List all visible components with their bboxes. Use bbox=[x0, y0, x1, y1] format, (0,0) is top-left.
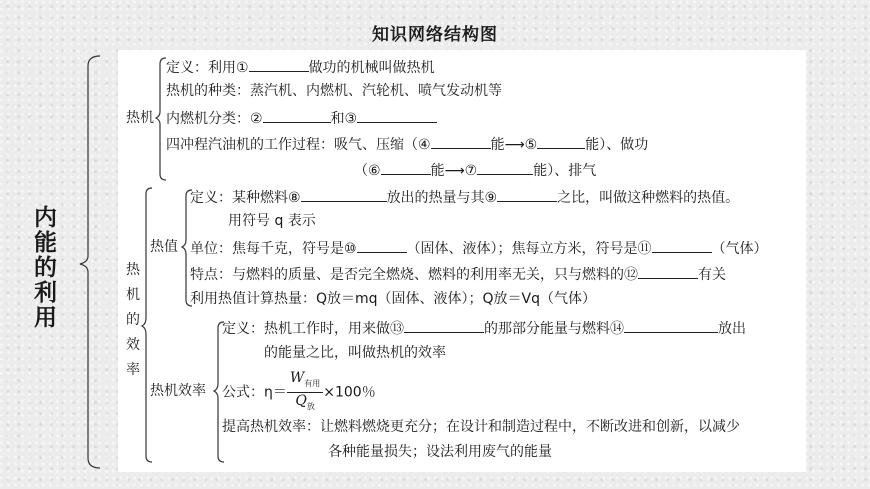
calorific-unit bbox=[190, 238, 768, 258]
text-segment: 能 bbox=[490, 137, 505, 153]
fill-blank-7[interactable] bbox=[477, 160, 533, 175]
improve-efficiency-cont: 各种能量损失；设法利用废气的能量 bbox=[328, 444, 552, 460]
engine-efficiency-label: 热机效率 bbox=[150, 383, 206, 399]
branch-char: 率 bbox=[126, 362, 140, 378]
branch-char: 热 bbox=[126, 262, 140, 278]
efficiency-formula bbox=[222, 370, 376, 415]
fill-blank-9[interactable] bbox=[497, 187, 557, 202]
text-segment: 单位：焦每千克，符号是⑩ bbox=[190, 241, 357, 257]
heat-engine-label: 热机 bbox=[126, 110, 154, 126]
fraction bbox=[287, 370, 323, 415]
fill-blank-5[interactable] bbox=[537, 134, 585, 149]
branch-char: 机 bbox=[126, 287, 140, 303]
text-segment: 定义：某种燃料⑧ bbox=[190, 190, 301, 206]
fill-blank-4[interactable] bbox=[431, 134, 491, 149]
engine-efficiency-definition bbox=[222, 318, 746, 338]
text-segment: 能）、排气 bbox=[533, 163, 597, 179]
arrow-icon: ⟶ bbox=[504, 137, 525, 153]
text-segment: 特点：与燃料的质量、是否完全燃烧、燃料的利用率无关，只与燃料的⑫ bbox=[190, 267, 638, 283]
calorific-value-label: 热值 bbox=[150, 239, 178, 255]
branch-char: 的 bbox=[126, 312, 140, 328]
branch-char: 效 bbox=[126, 337, 140, 353]
calorific-definition bbox=[190, 187, 739, 207]
fill-blank-13[interactable] bbox=[404, 318, 484, 333]
improve-efficiency: 提高热机效率：让燃料燃烧更充分；在设计和制造过程中，不断改进和创新，以减少 bbox=[222, 419, 740, 435]
fill-blank-11[interactable] bbox=[652, 238, 712, 253]
main-topic-char: 利 bbox=[34, 280, 57, 306]
text-segment: ⑦ bbox=[464, 163, 478, 179]
text-segment: （气体） bbox=[711, 241, 768, 257]
fill-blank-14[interactable] bbox=[624, 318, 718, 333]
arrow-icon: ⟶ bbox=[444, 163, 465, 179]
fill-blank-8[interactable] bbox=[301, 187, 387, 202]
main-topic-char: 用 bbox=[34, 305, 57, 331]
fill-blank-3[interactable] bbox=[357, 108, 437, 123]
heat-engine-types: 热机的种类：蒸汽机、内燃机、汽轮机、喷气发动机等 bbox=[166, 83, 502, 99]
main-topic-char: 内 bbox=[34, 205, 57, 231]
numerator-subscript: 有用 bbox=[304, 378, 321, 388]
text-segment: 能 bbox=[430, 163, 445, 179]
fill-blank-1[interactable] bbox=[249, 57, 309, 72]
calorific-calculation: 利用热值计算热量：Q放＝mq（固体、液体）；Q放＝Vq（气体） bbox=[190, 291, 597, 307]
text-segment: 放出 bbox=[718, 321, 746, 337]
four-stroke-process bbox=[166, 134, 648, 154]
text-segment: 做功的机械叫做热机 bbox=[308, 60, 435, 76]
denominator: Q bbox=[295, 392, 307, 409]
page-title: 知识网络结构图 bbox=[372, 25, 498, 45]
numerator: W bbox=[289, 370, 305, 386]
main-topic-label bbox=[34, 206, 57, 331]
text-segment: 的那部分能量与燃料⑭ bbox=[484, 321, 624, 337]
text-segment: （⑥ bbox=[354, 163, 381, 179]
efficiency-branch-label bbox=[126, 258, 140, 383]
text-segment: 公式：η＝ bbox=[222, 384, 287, 401]
text-segment: 有关 bbox=[698, 267, 726, 283]
text-segment: 之比，叫做这种燃料的热值。 bbox=[557, 190, 740, 206]
main-topic-char: 能 bbox=[34, 230, 57, 256]
fill-blank-6[interactable] bbox=[381, 160, 431, 175]
denominator-subscript: 放 bbox=[306, 401, 315, 411]
calorific-symbol: 用符号 q 表示 bbox=[228, 213, 316, 229]
text-segment: ⑤ bbox=[524, 137, 538, 153]
ice-classification bbox=[166, 108, 437, 128]
engine-efficiency-definition-cont: 的能量之比，叫做热机的效率 bbox=[264, 345, 446, 361]
fill-blank-2[interactable] bbox=[263, 108, 331, 123]
text-segment: 内燃机分类：② bbox=[166, 111, 263, 127]
text-segment: ×100％ bbox=[323, 384, 376, 401]
heat-engine-definition bbox=[166, 57, 435, 77]
main-topic-char: 的 bbox=[34, 255, 57, 281]
four-stroke-process-cont bbox=[354, 160, 596, 180]
text-segment: 能）、做功 bbox=[585, 137, 649, 153]
text-segment: 定义：热机工作时，用来做⑬ bbox=[222, 321, 404, 337]
text-segment: 定义：利用① bbox=[166, 60, 249, 76]
text-segment: 四冲程汽油机的工作过程：吸气、压缩（④ bbox=[166, 137, 431, 153]
fill-blank-12[interactable] bbox=[638, 264, 698, 279]
text-segment: 和③ bbox=[330, 111, 358, 127]
text-segment: （固体、液体）；焦每立方米，符号是⑪ bbox=[406, 241, 652, 257]
calorific-feature bbox=[190, 264, 726, 284]
fill-blank-10[interactable] bbox=[357, 238, 407, 253]
text-segment: 放出的热量与其⑨ bbox=[386, 190, 498, 206]
